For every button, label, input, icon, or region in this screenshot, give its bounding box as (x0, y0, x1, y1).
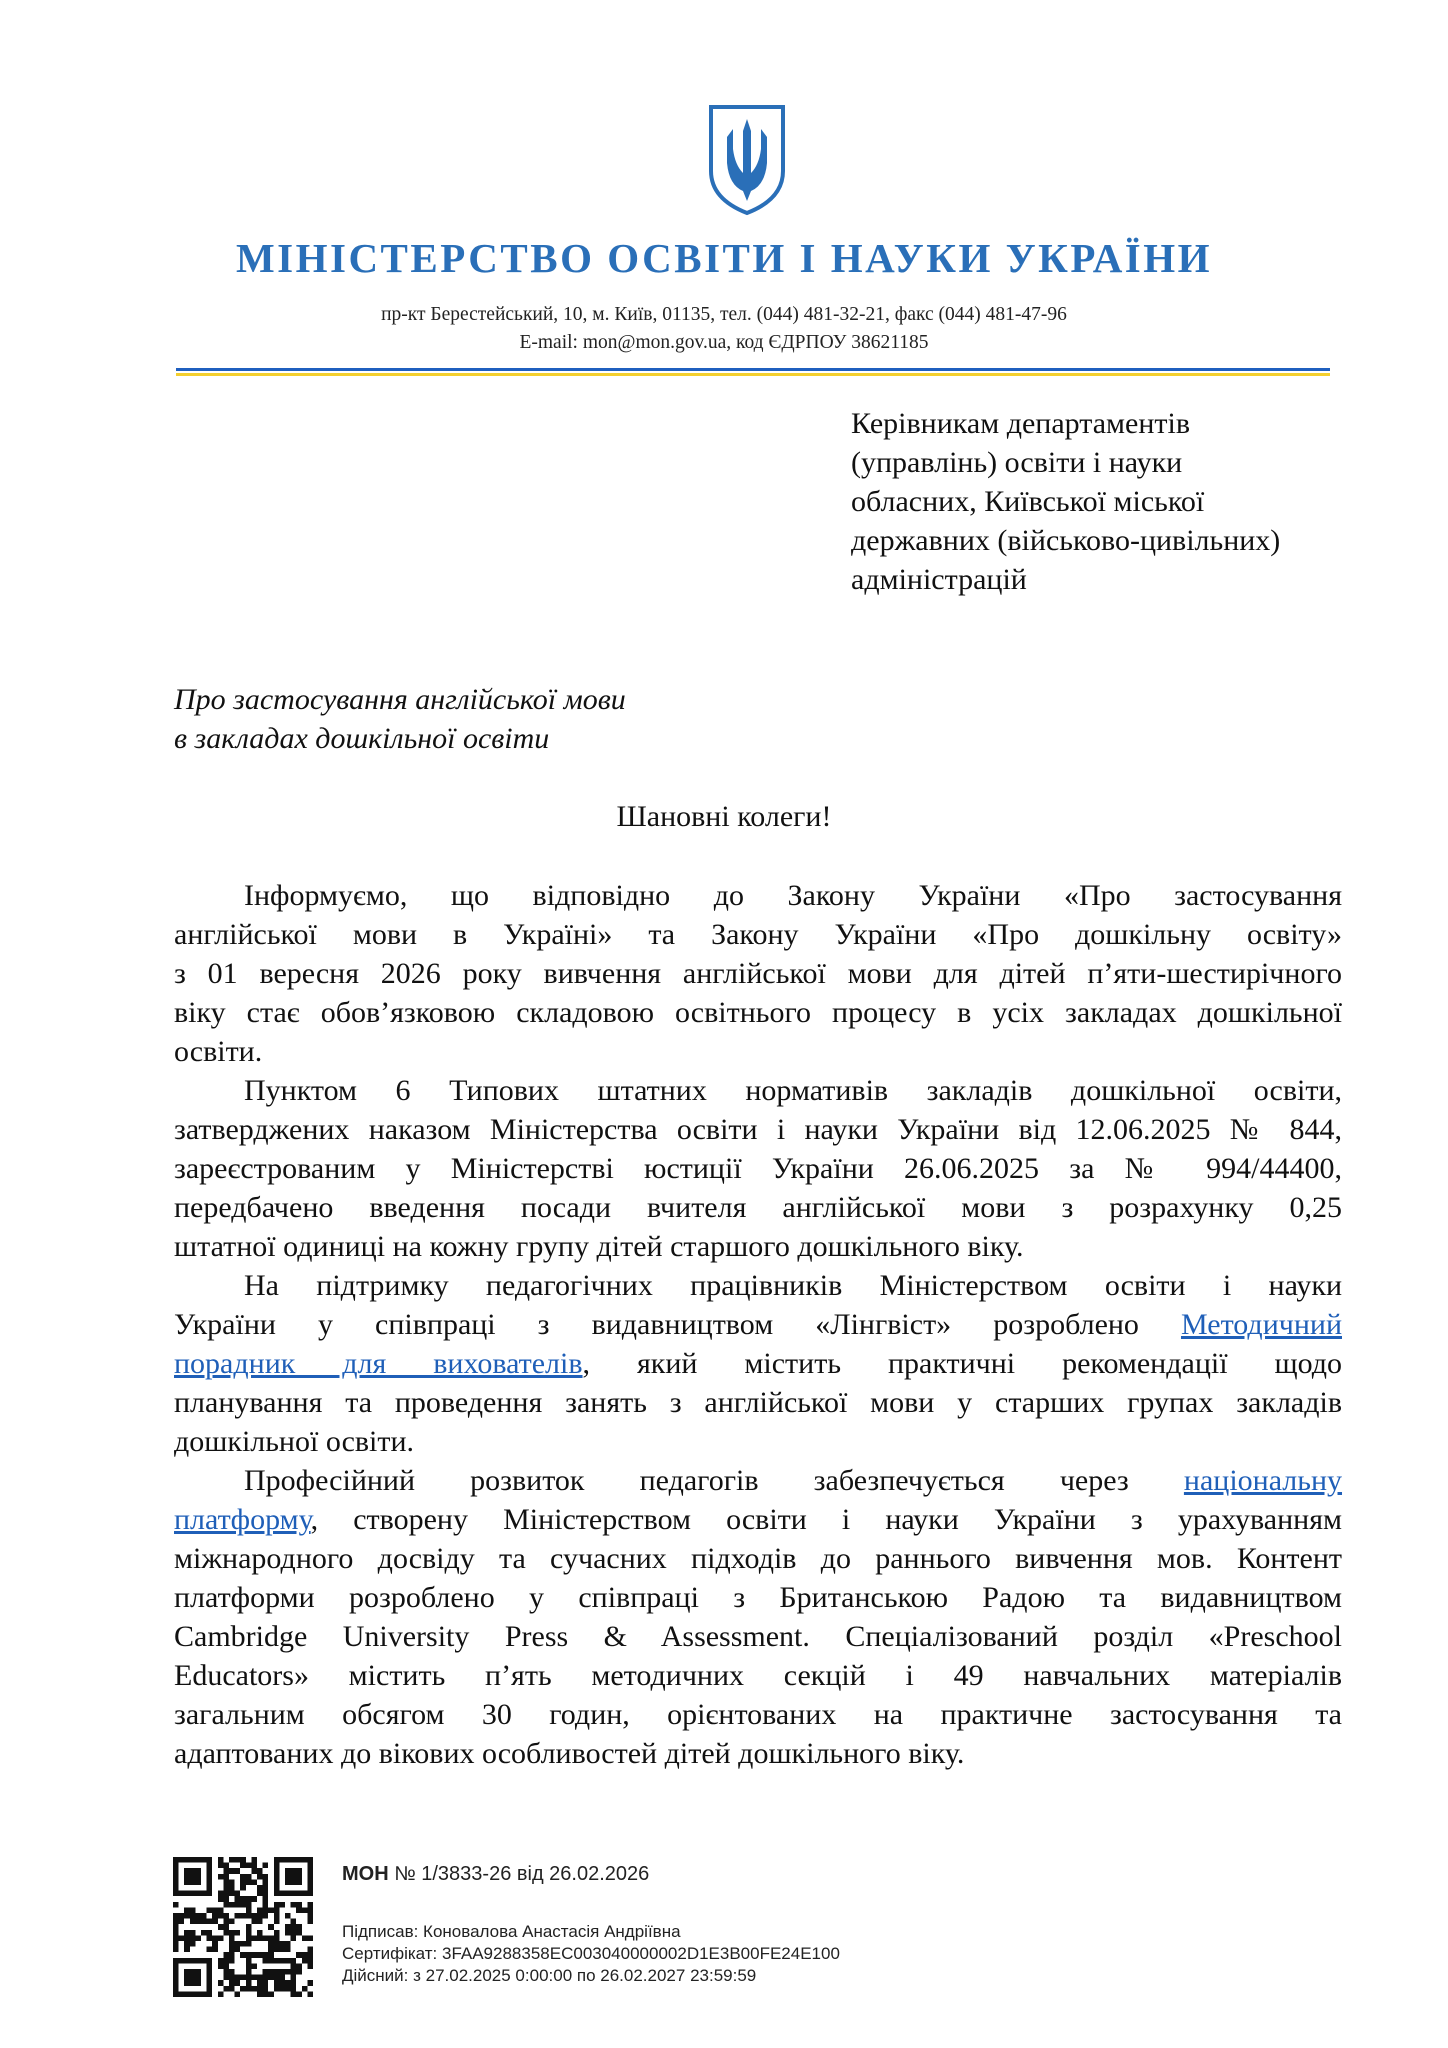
paragraph-line: штатної одиниці на кожну групу дітей старшого дошкільного віку. (174, 1230, 1024, 1263)
paragraph-line: На підтримку педагогічних працівників Міністерством освіти і науки (244, 1269, 1342, 1302)
paragraph-line: платформи розроблено у співпраці з Британською Радою та видавництвом (174, 1581, 1342, 1614)
paragraph-line: Інформуємо, що відповідно до Закону України «Про застосування (244, 879, 1342, 912)
recipient-line: державних (військово-цивільних) (851, 524, 1281, 557)
paragraph-line: Educators» містить п’ять методичних секцій і 49 навчальних матеріалів (174, 1659, 1342, 1692)
national-platform-link-continued[interactable]: платформу (174, 1503, 311, 1536)
paragraph-line: міжнародного досвіду та сучасних підходів до раннього вивчення мов. Контент (174, 1542, 1342, 1575)
paragraph-line: Пунктом 6 Типових штатних нормативів закладів дошкільної освіти, (244, 1074, 1342, 1107)
certificate-validity: Дійсний: з 27.02.2025 0:00:00 по 26.02.2027 23:59:59 (342, 1966, 757, 1985)
paragraph-text: Професійний розвиток педагогів забезпечується через (244, 1464, 1129, 1497)
paragraph-line: планування та проведення занять з англійської мови у старших групах закладів (174, 1386, 1342, 1419)
subject-line: в закладах дошкільної освіти (174, 722, 550, 755)
paragraph-3 (174, 1266, 1342, 1461)
subject-line: Про застосування англійської мови (174, 683, 626, 716)
recipient-line: адміністрацій (851, 563, 1027, 596)
paragraph-line: з 01 вересня 2026 року вивчення англійської мови для дітей п’яти-шестирічного (174, 957, 1342, 990)
registration-value: № 1/3833-26 від 26.02.2026 (388, 1863, 650, 1885)
qr-code-icon (173, 1857, 313, 1997)
methodical-guide-link[interactable]: Методичний (1180, 1308, 1342, 1341)
national-platform-link[interactable]: національну (1183, 1464, 1343, 1497)
header-rule-blue (176, 368, 1330, 371)
registration-number (342, 1863, 649, 1886)
paragraph-line: передбачено введення посади вчителя англійської мови з розрахунку 0,25 (174, 1191, 1342, 1224)
paragraph-line (174, 1344, 1342, 1383)
greeting: Шановні колеги! (616, 800, 832, 833)
ministry-title: МІНІСТЕРСТВО ОСВІТИ І НАУКИ УКРАЇНИ (235, 235, 1213, 281)
paragraph-line: адаптованих до вікових особливостей дітей дошкільного віку. (174, 1737, 965, 1770)
paragraph-line: загальним обсягом 30 годин, орієнтованих на практичне застосування та (174, 1698, 1342, 1731)
paragraph-text: , який містить практичні рекомендації щодо (582, 1347, 1342, 1380)
paragraph-text: , створену Міністерством освіти і науки України з урахуванням (310, 1503, 1342, 1536)
paragraph-line (174, 1500, 1342, 1539)
methodical-guide-link-continued[interactable]: порадник для вихователів (174, 1347, 583, 1380)
paragraph-2 (174, 1071, 1342, 1266)
recipient-block (851, 404, 1371, 599)
coat-of-arms-icon (707, 103, 787, 217)
address-line: пр-кт Берестейський, 10, м. Київ, 01135, тел. (044) 481-32-21, факс (044) 481-47-96 (381, 304, 1067, 325)
certificate-id: Сертифікат: 3FAA9288358EC003040000002D1E3B00FE24E100 (342, 1944, 840, 1963)
paragraph-line: Cambridge University Press & Assessment. Спеціалізований розділ «Preschool (174, 1620, 1342, 1653)
contact-line: E-mail: mon@mon.gov.ua, код ЄДРПОУ 38621185 (519, 332, 929, 353)
recipient-line: Керівникам департаментів (851, 407, 1191, 440)
header-rule-yellow (176, 373, 1330, 376)
paragraph-text: України у співпраці з видавництвом «Лінгвіст» розроблено (174, 1308, 1139, 1341)
paragraph-4 (174, 1461, 1342, 1773)
recipient-line: (управлінь) освіти і науки (851, 446, 1183, 479)
registration-label: МОН (342, 1863, 389, 1885)
paragraph-line: освіти. (174, 1035, 263, 1068)
paragraph-line: зареєстрованим у Міністерстві юстиції України 26.06.2025 за № 994/44400, (174, 1152, 1342, 1185)
paragraph-line (174, 1305, 1342, 1344)
paragraph-line: дошкільної освіти. (174, 1425, 415, 1458)
recipient-line: обласних, Київської міської (851, 485, 1205, 518)
signed-by: Підписав: Коновалова Анастасія Андріївна (342, 1922, 681, 1941)
paragraph-line: затверджених наказом Міністерства освіти і науки України від 12.06.2025 № 844, (174, 1113, 1342, 1146)
paragraph-line (174, 1461, 1342, 1500)
paragraph-1 (174, 876, 1342, 1071)
paragraph-line: англійської мови в Україні» та Закону України «Про дошкільну освіту» (174, 918, 1342, 951)
subject-block (174, 680, 626, 758)
paragraph-line: віку стає обов’язковою складовою освітнього процесу в усіх закладах дошкільної (174, 996, 1342, 1029)
